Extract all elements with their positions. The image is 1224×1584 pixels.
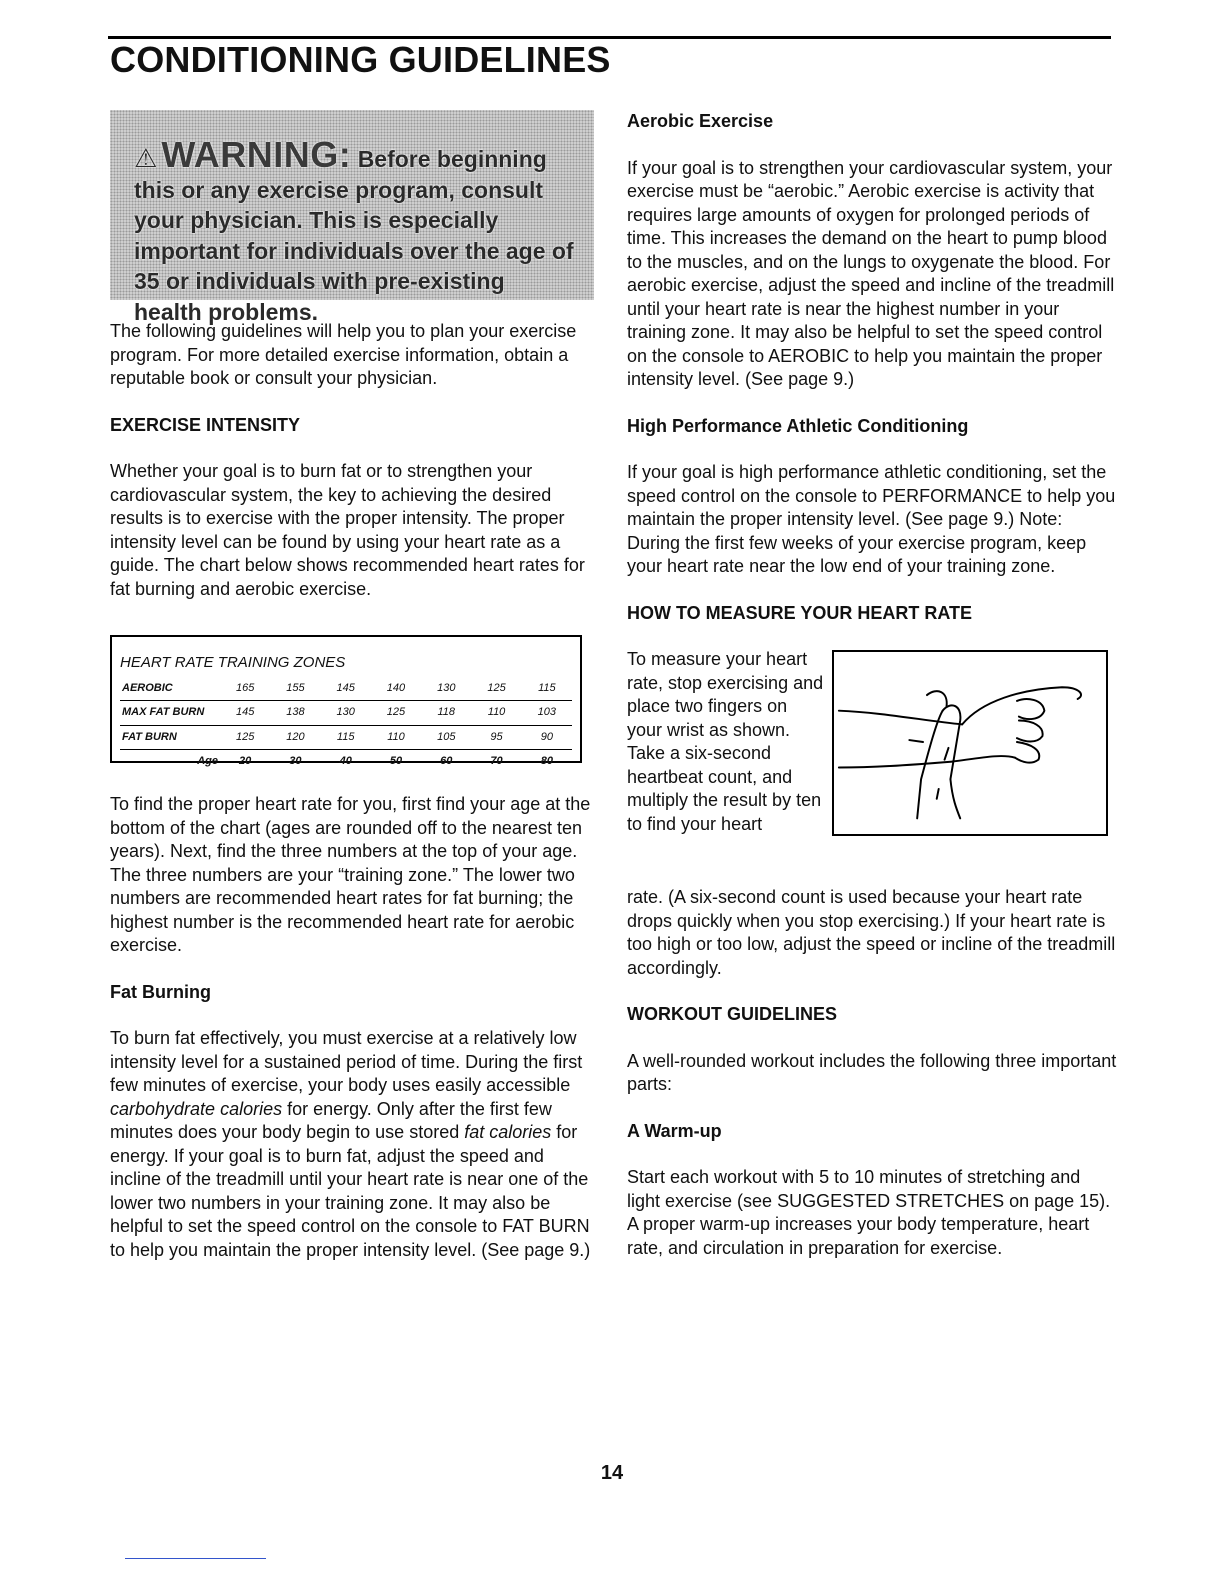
age-cell: 80: [540, 755, 553, 767]
chart-table: [120, 677, 572, 774]
aerobic-paragraph: If your goal is to strengthen your cardiovascular system, your exercise must be “aerobic.” Aerobic exercise is activity that requires large amounts of oxygen for prolonged periods of time. This increases the demand on the heart to pump blood to the muscles, and on the lungs to oxygenate the blood. For aerobic exercise, adjust the speed and incline of the treadmill until your heart rate is near the highest number in your training zone. It may also be helpful to set the speed control on the console to AEROBIC to help you maintain the proper intensity level. (See page 9.): [627, 157, 1115, 389]
hand-on-wrist-icon: [834, 652, 1106, 834]
chart-row-max-fat-burn: [120, 701, 572, 726]
performance-heading: High Performance Athletic Conditioning: [627, 415, 969, 436]
fat-emphasis-1: carbohydrate calories: [110, 1098, 283, 1119]
chart-row-aerobic: [120, 677, 572, 701]
chart-cell: 90: [522, 725, 572, 750]
warning-text: [134, 134, 574, 327]
chart-cell: 155: [270, 677, 320, 701]
measure-paragraph-a: To measure your heart rate, stop exercising and place two fingers on your wrist as shown. Take a six-second heartbeat count, and multiply the result by ten to find your heart: [627, 649, 824, 834]
chart-cell: 125: [220, 725, 270, 750]
chart-cell: 118: [421, 701, 471, 726]
chart-cell: 110: [471, 701, 521, 726]
chart-cell: 103: [522, 701, 572, 726]
chart-cell: 125: [471, 677, 521, 701]
warning-body: Before beginning this or any exercise program, consult your physician. This is especially important for individuals over the age of 35 or individuals with pre-existing health problems.: [134, 146, 574, 325]
heart-rate-chart: [110, 635, 582, 767]
chart-cell: 120: [270, 725, 320, 750]
workout-heading: WORKOUT GUIDELINES: [627, 1004, 837, 1024]
age-cell: 40: [339, 755, 352, 767]
page-title: CONDITIONING GUIDELINES: [110, 39, 611, 80]
chart-cell: 115: [522, 677, 572, 701]
performance-paragraph: If your goal is high performance athletic conditioning, set the speed control on the console to PERFORMANCE to help you maintain the proper intensity level. (See page 9.) Note: During the first few weeks of your exercise program, keep your heart rate near the low end of your training zone.: [627, 462, 1116, 576]
age-cell: 20: [239, 755, 252, 767]
fat-text-3: for energy. If your goal is to burn fat, adjust the speed and incline of the treadmill until your heart rate is near one of the lower two numbers in your training zone. It may also be helpful to set the speed control on the console to FAT BURN to help you maintain the proper intensity level. (See page 9.): [110, 1122, 591, 1260]
wrist-pulse-illustration: [832, 650, 1108, 836]
row-label: AEROBIC: [120, 677, 220, 701]
aerobic-heading: Aerobic Exercise: [627, 111, 774, 131]
chart-cell: 138: [270, 701, 320, 726]
left-column: [110, 110, 596, 1262]
fat-text-1: To burn fat effectively, you must exercise at a relatively low intensity level for a sustained period of time. During the first few minutes of exercise, your body uses easily accessible: [110, 1028, 583, 1095]
age-cell: 60: [440, 755, 453, 767]
find-rate-paragraph: To find the proper heart rate for you, first find your age at the bottom of the chart (ages are rounded off to the nearest ten years). Next, find the three numbers at the top of your age. The three numbers are your “training zone.” The lower two numbers are recommended heart rates for fat burning; the highest number is the recommended heart rate for aerobic exercise.: [110, 794, 591, 955]
fat-burning-paragraph: [110, 1027, 596, 1262]
fat-emphasis-2: fat calories: [464, 1122, 552, 1142]
warning-box: [110, 110, 594, 325]
chart-cell: 165: [220, 677, 270, 701]
chart-cell: 95: [471, 725, 521, 750]
footer-line: [125, 1558, 266, 1559]
warmup-paragraph: Start each workout with 5 to 10 minutes of stretching and light exercise (see SUGGESTED STRETCHES on page 15). A proper warm-up increases your body temperature, heart rate, and circulation in preparation for exercise.: [627, 1167, 1111, 1258]
workout-paragraph: A well-rounded workout includes the following three important parts:: [627, 1050, 1117, 1094]
warning-label: WARNING:: [161, 134, 352, 175]
right-column: [627, 110, 1117, 1260]
measure-paragraph-b: rate. (A six-second count is used because your heart rate drops quickly when you stop exercising.) If your heart rate is too high or too low, adjust the speed or incline of the treadmill accordingly.: [627, 887, 1116, 978]
chart-cell: 105: [421, 725, 471, 750]
fat-text-2: for energy. Only after the first few minutes does your body begin to use stored: [110, 1098, 552, 1142]
chart-cell: 130: [421, 677, 471, 701]
chart-row-fat-burn: [120, 725, 572, 750]
measure-heading: HOW TO MEASURE YOUR HEART RATE: [627, 602, 973, 623]
intensity-paragraph: Whether your goal is to burn fat or to strengthen your cardiovascular system, the key to achieving the desired results is to exercise with the proper intensity. The proper intensity level can be found by using your heart rate as a guide. The chart below shows recommended heart rates for fat burning and aerobic exercise.: [110, 461, 585, 599]
age-cell: 70: [490, 755, 503, 767]
age-cell: 50: [389, 755, 403, 767]
page-number: 14: [600, 1462, 624, 1484]
intensity-heading: EXERCISE INTENSITY: [110, 414, 301, 435]
chart-cell: 115: [321, 725, 371, 750]
chart-title: HEART RATE TRAINING ZONES: [120, 654, 346, 671]
warning-triangle-icon: ⚠: [134, 143, 158, 173]
intro-paragraph: The following guidelines will help you to plan your exercise program. For more detailed exercise information, obtain a reputable book or consult your physician.: [110, 321, 577, 388]
row-label: FAT BURN: [120, 725, 220, 750]
chart-cell: 140: [371, 677, 421, 701]
age-cell: 30: [289, 755, 302, 767]
age-label: Age: [197, 755, 218, 767]
chart-cell: 130: [321, 701, 371, 726]
chart-cell: 125: [371, 701, 421, 726]
warmup-heading: A Warm-up: [627, 1120, 722, 1141]
measure-section: [627, 648, 1117, 886]
fat-burning-heading: Fat Burning: [110, 981, 211, 1002]
chart-cell: 145: [321, 677, 371, 701]
row-label: MAX FAT BURN: [120, 701, 220, 726]
chart-cell: 110: [371, 725, 421, 750]
chart-cell: 145: [220, 701, 270, 726]
